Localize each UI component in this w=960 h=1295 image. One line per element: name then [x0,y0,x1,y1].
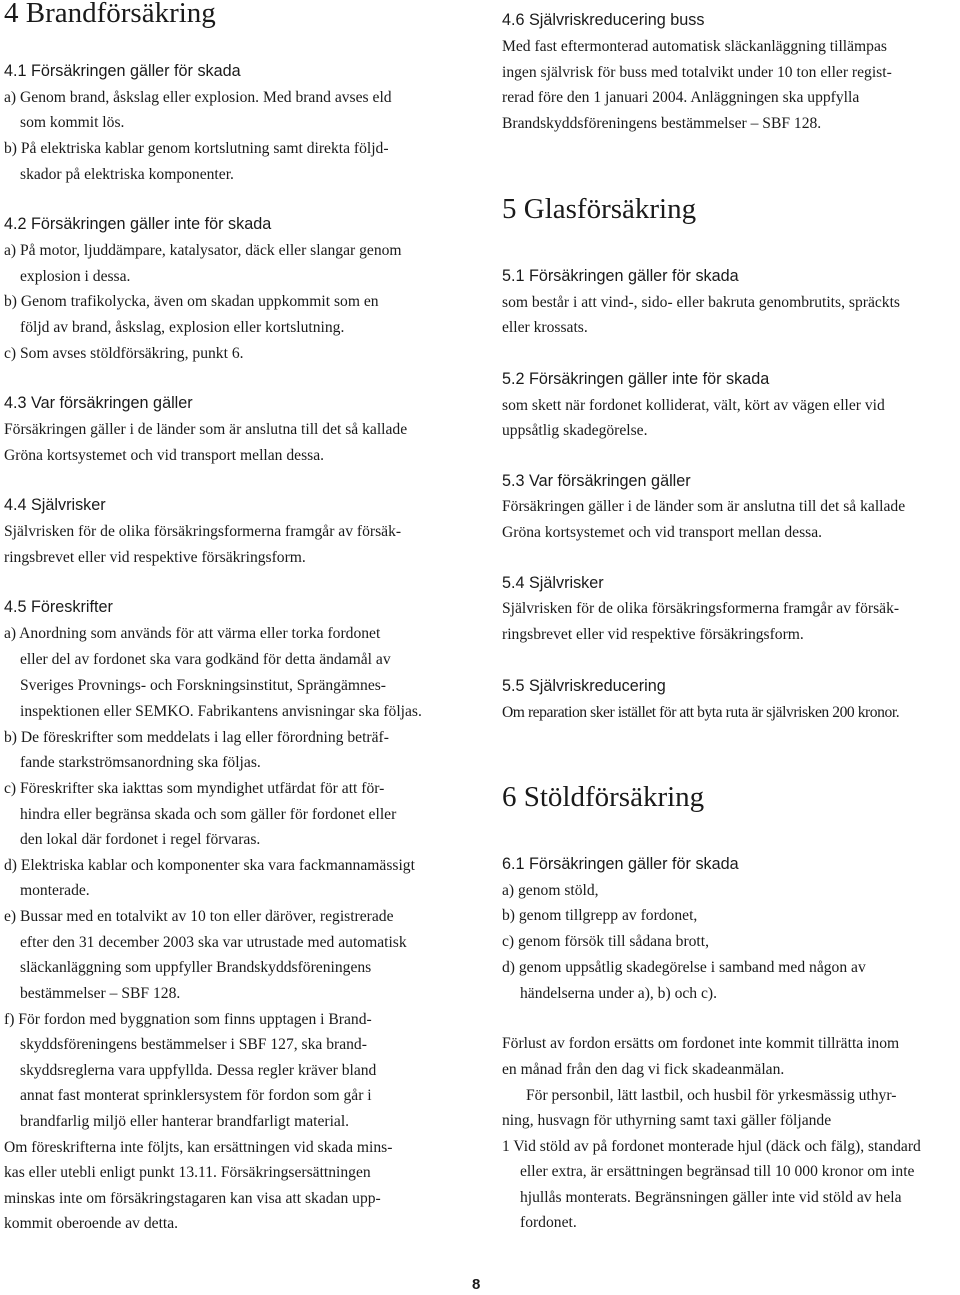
text-line: rerad före den 1 januari 2004. Anläggningen ska uppfylla [502,89,860,106]
text-line: Försäkringen gäller i de länder som är anslutna till det så kallade [4,421,408,438]
section-4-3-heading: 4.3 Var försäkringen gäller [4,394,193,412]
text-line: som består i att vind-, sido- eller bakruta genombrutits, spräckts [502,294,900,311]
text-line: skyddsreglerna vara uppfyllda. Dessa regler kräver bland [20,1062,377,1079]
text-line: annat fast monterat sprinklersystem för fordon som går i [20,1087,372,1104]
text-line: uppsåtlig skadegörelse. [502,422,648,439]
text-line: hindra eller begränsa skada och som gäller för fordonet eller [20,806,397,823]
text-line: hjullås monterats. Begränsningen gäller inte vid stöld av hela [520,1189,902,1206]
text-line: eller del av fordonet ska vara godkänd för detta ändamål av [20,651,391,668]
text-line: fande starkströmsanordning ska följas. [20,754,261,771]
text-line: f) För fordon med byggnation som finns upptagen i Brand- [4,1011,372,1028]
text-line: a) På motor, ljuddämpare, katalysator, däck eller slangar genom [4,242,402,259]
chapter-5-title: 5 Glasförsäkring [502,193,697,225]
text-line: a) Anordning som används för att värma eller torka fordonet [4,625,381,642]
text-line: en månad från den dag vi fick skadeanmälan. [502,1061,785,1078]
text-line: c) genom försök till sådana brott, [502,933,709,950]
text-line: som kommit lös. [20,114,125,131]
section-5-3-heading: 5.3 Var försäkringen gäller [502,472,691,490]
text-line: e) Bussar med en totalvikt av 10 ton eller däröver, registrerade [4,908,394,925]
text-line: Om reparation sker istället för att byta ruta är självrisken 200 kronor. [502,704,900,721]
text-line: c) Föreskrifter ska iakttas som myndighet utfärdat för att för- [4,780,385,797]
text-line: explosion i dessa. [20,268,131,285]
chapter-4-title: 4 Brandförsäkring [4,0,216,29]
text-line: släckanläggning som uppfyller Brandskyddsföreningens [20,959,372,976]
text-line: Om föreskrifterna inte följts, kan ersättningen vid skada mins- [4,1139,393,1156]
text-line: 1 Vid stöld av på fordonet monterade hjul (däck och fälg), standard [502,1138,921,1155]
text-line: d) genom uppsåtlig skadegörelse i samband med någon av [502,959,866,976]
section-4-6-heading: 4.6 Självriskreducering buss [502,11,705,29]
text-line: Försäkringen gäller i de länder som är anslutna till det så kallade [502,498,906,515]
section-4-5-heading: 4.5 Föreskrifter [4,598,113,616]
text-line: fordonet. [520,1214,577,1231]
text-line: b) På elektriska kablar genom kortslutning samt direkta följd- [4,140,389,157]
text-line: Självrisken för de olika försäkringsformerna framgår av försäk- [4,523,402,540]
text-line: händelserna under a), b) och c). [520,985,717,1002]
chapter-6-title: 6 Stöldförsäkring [502,781,705,813]
text-line: skador på elektriska komponenter. [20,166,234,183]
text-line: a) genom stöld, [502,882,599,899]
text-line: inspektionen eller SEMKO. Fabrikantens anvisningar ska följas. [20,703,422,720]
text-line: eller extra, är ersättningen begränsad till 10 000 kronor om inte [520,1163,915,1180]
text-line: brandfarlig miljö eller hanterar brandfarligt material. [20,1113,350,1130]
text-line: Brandskyddsföreningens bestämmelser – SBF 128. [502,115,822,132]
text-line: ringsbrevet eller vid respektive försäkringsform. [502,626,804,643]
text-line: skyddsföreningens bestämmelser i SBF 127, ska brand- [20,1036,367,1053]
text-line: följd av brand, åskslag, explosion eller kortslutning. [20,319,345,336]
text-line: b) genom tillgrepp av fordonet, [502,907,698,924]
section-5-2-heading: 5.2 Försäkringen gäller inte för skada [502,370,770,388]
section-4-4-heading: 4.4 Självrisker [4,496,106,514]
section-5-5-heading: 5.5 Självriskreducering [502,677,666,695]
text-line: som skett när fordonet kolliderat, vält, kört av vägen eller vid [502,397,885,414]
text-line: d) Elektriska kablar och komponenter ska vara fackmannamässigt [4,857,415,874]
text-line: ning, husvagn för uthyrning samt taxi gäller följande [502,1112,832,1129]
section-4-1-heading: 4.1 Försäkringen gäller för skada [4,62,241,80]
text-line: ingen självrisk för buss med totalvikt under 10 ton eller regist- [502,64,892,81]
text-line: minskas inte om försäkringstagaren kan visa att skadan upp- [4,1190,381,1207]
text-line: a) Genom brand, åskslag eller explosion. Med brand avses eld [4,89,392,106]
text-line: Förlust av fordon ersätts om fordonet inte kommit tillrätta inom [502,1035,900,1052]
text-line: kas eller utebli enligt punkt 13.11. Försäkringsersättningen [4,1164,371,1181]
section-5-1-heading: 5.1 Försäkringen gäller för skada [502,267,739,285]
text-line: c) Som avses stöldförsäkring, punkt 6. [4,345,244,362]
text-line: Sveriges Provnings- och Forskningsinstitut, Sprängämnes- [20,677,387,694]
section-4-2-heading: 4.2 Försäkringen gäller inte för skada [4,215,272,233]
text-line: monterade. [20,882,90,899]
text-line: efter den 31 december 2003 ska var utrustade med automatisk [20,934,407,951]
text-line: b) Genom trafikolycka, även om skadan uppkommit som en [4,293,379,310]
text-line: Gröna kortsystemet och vid transport mellan dessa. [502,524,823,541]
text-line: den lokal där fordonet i regel förvaras. [20,831,261,848]
text-line: Självrisken för de olika försäkringsformerna framgår av försäk- [502,600,900,617]
text-line: kommit oberoende av detta. [4,1215,179,1232]
text-line: b) De föreskrifter som meddelats i lag eller förordning beträf- [4,729,389,746]
text-line: Med fast eftermonterad automatisk släckanläggning tillämpas [502,38,887,55]
text-line: Gröna kortsystemet och vid transport mellan dessa. [4,447,325,464]
section-6-1-heading: 6.1 Försäkringen gäller för skada [502,855,739,873]
text-line: eller krossats. [502,319,588,336]
text-line: För personbil, lätt lastbil, och husbil för yrkesmässig uthyr- [526,1087,897,1104]
section-5-4-heading: 5.4 Självrisker [502,574,604,592]
page-number: 8 [472,1276,481,1293]
text-line: bestämmelser – SBF 128. [20,985,181,1002]
text-line: ringsbrevet eller vid respektive försäkringsform. [4,549,306,566]
